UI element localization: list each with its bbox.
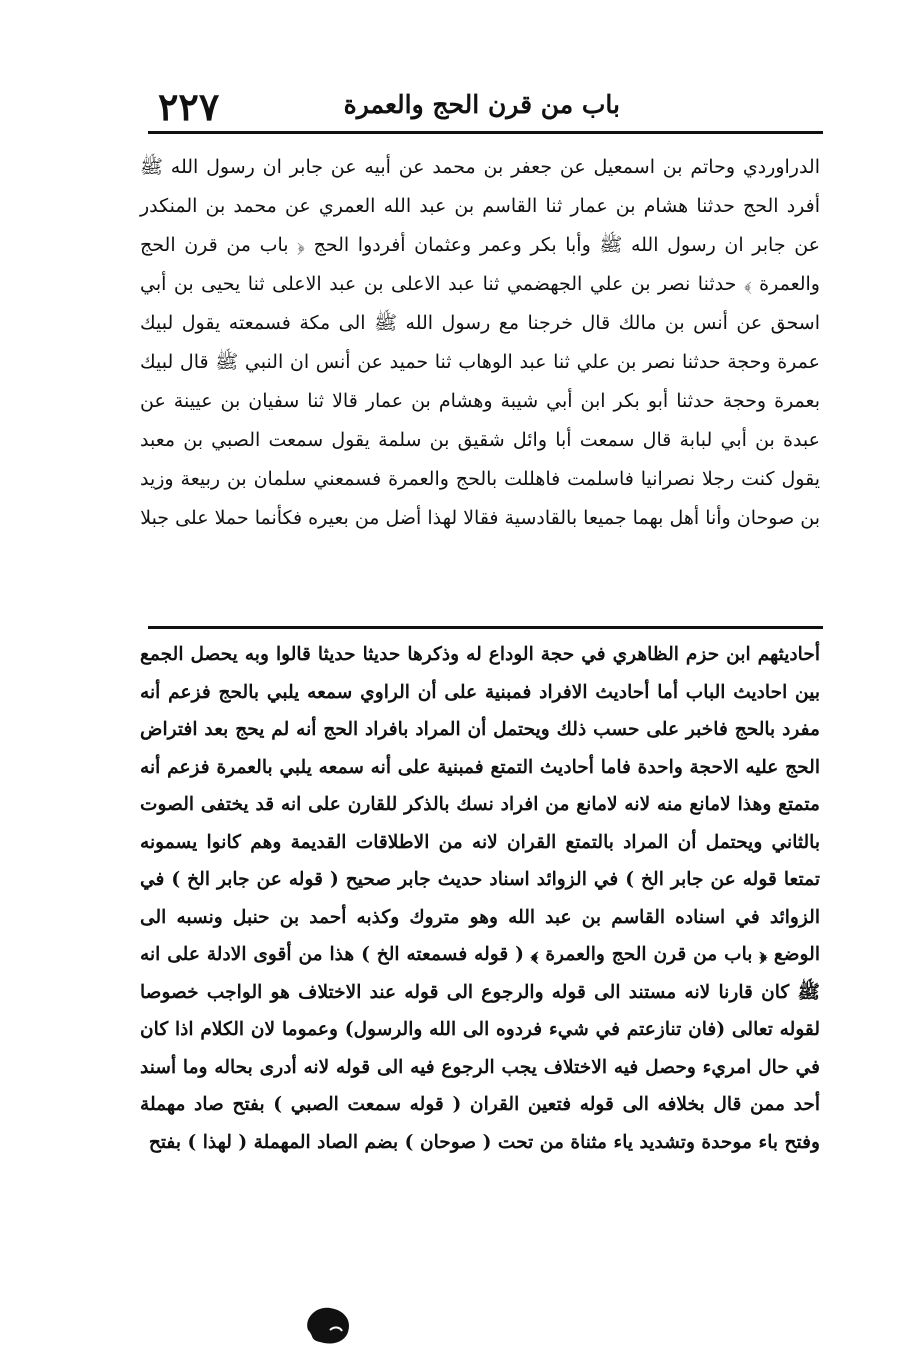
- chapter-title: باب من قرن الحج والعمرة: [343, 90, 620, 119]
- commentary-text: أحاديثهم ابن حزم الظاهري في حجة الوداع له وذكرها حديثا حديثا قالوا وبه يحصل الجمع بين احاديث الباب أما أحاديث الافراد فمبنية على أن الراوي سمعه يلبي بالحج فزعم أنه مفرد بالحج فاخبر على حسب ذلك ويحتمل أن المراد بافراد الحج أنه لم يحج بعد افتراض الحج عليه الاحجة واحدة فاما أحاديث التمتع فمبنية على أنه سمعه يلبي بالعمرة فزعم أنه متمتع وهذا لامانع منه لانه لامانع من افراد نسك بالذكر للقارن على انه قد يختفى الصوت بالثاني ويحتمل أن المراد بالتمتع القران لانه من الاطلاقات القديمة وهم كانوا يسمونه تمتعا قوله عن جابر الخ ) في الزوائد اسناد حديث جابر صحيح ( قوله عن جابر الخ ) في الزوائد في اسناده القاسم بن عبد الله وهو متروك وكذبه أحمد بن حنبل ونسبه الى الوضع ﴿ باب من قرن الحج والعمرة ﴾ ( قوله فسمعته الخ ) هذا من أقوى الادلة على انه ﷺ كان قارنا لانه مستند الى قوله والرجوع الى قوله عند الاختلاف هو الواجب خصوصا لقوله تعالى (فان تنازعتم في شيء فردوه الى الله والرسول) وعموما لان الكلام اذا كان في حال امريء وحصل فيه الاختلاف يجب الرجوع فيه الى قوله لانه أدرى بحاله وما أسند أحد ممن قال بخلافه الى قوله فتعين القران ( قوله سمعت الصبي ) بفتح صاد مهملة وفتح باء موحدة وتشديد ياء مثناة من تحت ( صوحان ) بضم الصاد المهملة ( لهذا ) بفتح: [140, 644, 820, 1153]
- page-number: ٢٢٧: [158, 84, 220, 129]
- ink-blot: [300, 1300, 354, 1348]
- commentary-divider: [148, 626, 823, 629]
- hadith-text: الدراوردي وحاتم بن اسمعيل عن جعفر بن محمد عن أبيه عن جابر ان رسول الله ﷺ أفرد الحج حدثنا هشام بن عمار ثنا القاسم بن عبد الله العمري عن محمد بن المنكدر عن جابر ان رسول الله ﷺ وأبا بكر وعمر وعثمان أفردوا الحج ﴿ باب من قرن الحج والعمرة ﴾ حدثنا نصر بن علي الجهضمي ثنا عبد الاعلى بن عبد الاعلى ثنا يحيى بن أبي اسحق عن أنس بن مالك قال خرجنا مع رسول الله ﷺ الى مكة فسمعته يقول لبيك عمرة وحجة حدثنا نصر بن علي ثنا عبد الوهاب ثنا حميد عن أنس ان النبي ﷺ قال لبيك بعمرة وحجة حدثنا أبو بكر ابن أبي شيبة وهشام بن عمار قالا ثنا سفيان بن عيينة عن عبدة بن أبي لبابة قال سمعت أبا وائل شقيق بن سلمة يقول سمعت الصبي بن معبد يقول كنت رجلا نصرانيا فاسلمت فاهللت بالحج والعمرة فسمعني سلمان بن ربيعة وزيد بن صوحان وأنا أهل بهما جميعا بالقادسية فقالا لهذا أضل من بعيره فكأنما حملا على جبلا: [140, 156, 820, 529]
- page-header: [150, 84, 810, 129]
- header-divider: [148, 131, 823, 134]
